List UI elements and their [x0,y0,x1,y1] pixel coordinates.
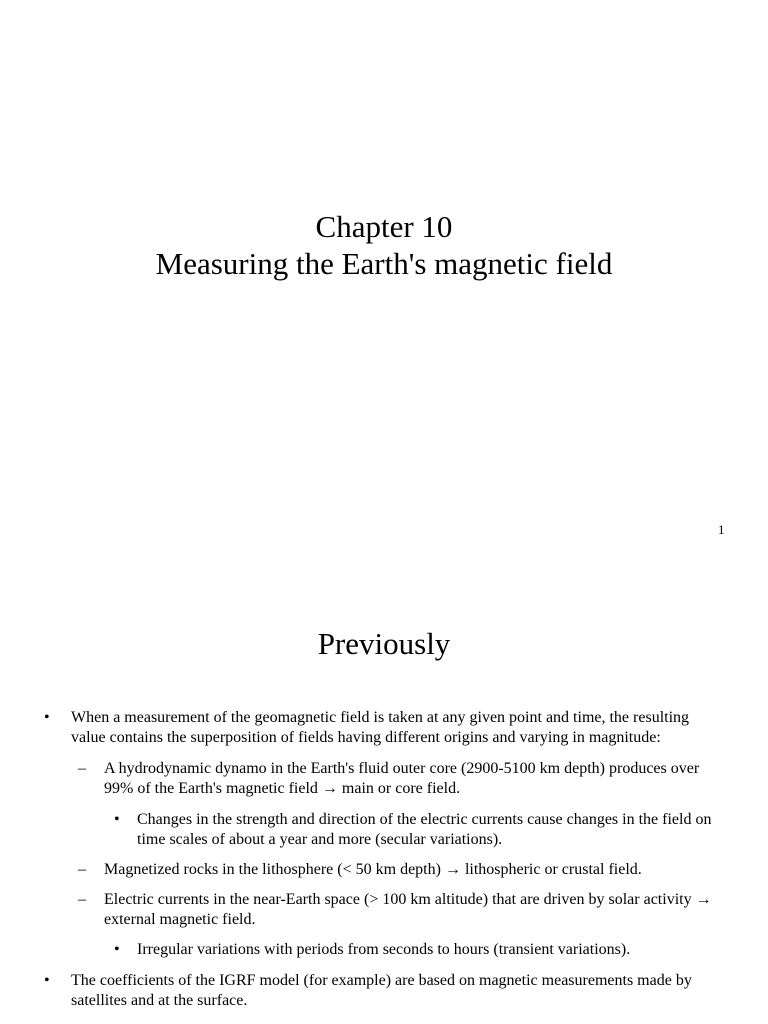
bullet-item [0,890,712,930]
bullet-item [0,940,712,960]
bullet-text: A hydrodynamic dynamo in the Earth's fluid outer core (2900-5100 km depth) produces over 99% of the Earth's magnetic field → main or core field. [104,760,700,797]
bullet-text: Electric currents in the near-Earth space (> 100 km altitude) that are driven by solar activity → external magnetic field. [104,891,712,928]
bullet-marker: • [114,941,120,958]
bullet-item [0,860,712,880]
dash-marker: – [78,861,86,878]
bullet-text: Changes in the strength and direction of the electric currents cause changes in the field on time scales of about a year and more (secular variations). [137,811,712,848]
bullet-item [0,810,712,850]
chapter-heading: Chapter 10 [315,209,453,244]
dash-marker: – [78,760,86,777]
bullet-marker: • [44,972,50,989]
page-number: 1 [718,522,725,537]
bullet-list [0,708,768,1011]
bullet-item [0,759,712,799]
bullet-item [0,708,711,748]
dash-marker: – [78,891,86,908]
bullet-marker: • [44,709,50,726]
bullet-marker: • [114,811,120,828]
chapter-title: Measuring the Earth's magnetic field [155,246,613,281]
section-title: Previously [317,626,451,661]
bullet-text: Magnetized rocks in the lithosphere (< 50 km depth) → lithospheric or crustal field. [104,861,642,878]
bullet-item [0,971,711,1011]
bullet-text: Irregular variations with periods from seconds to hours (transient variations). [137,941,631,958]
bullet-text: The coefficients of the IGRF model (for example) are based on magnetic measurements made by satellites and at the surface. [71,972,692,1009]
bullet-text: When a measurement of the geomagnetic field is taken at any given point and time, the resulting value contains the superposition of fields having different origins and varying in magnitude: [71,709,690,746]
slide-title-block [0,208,768,282]
